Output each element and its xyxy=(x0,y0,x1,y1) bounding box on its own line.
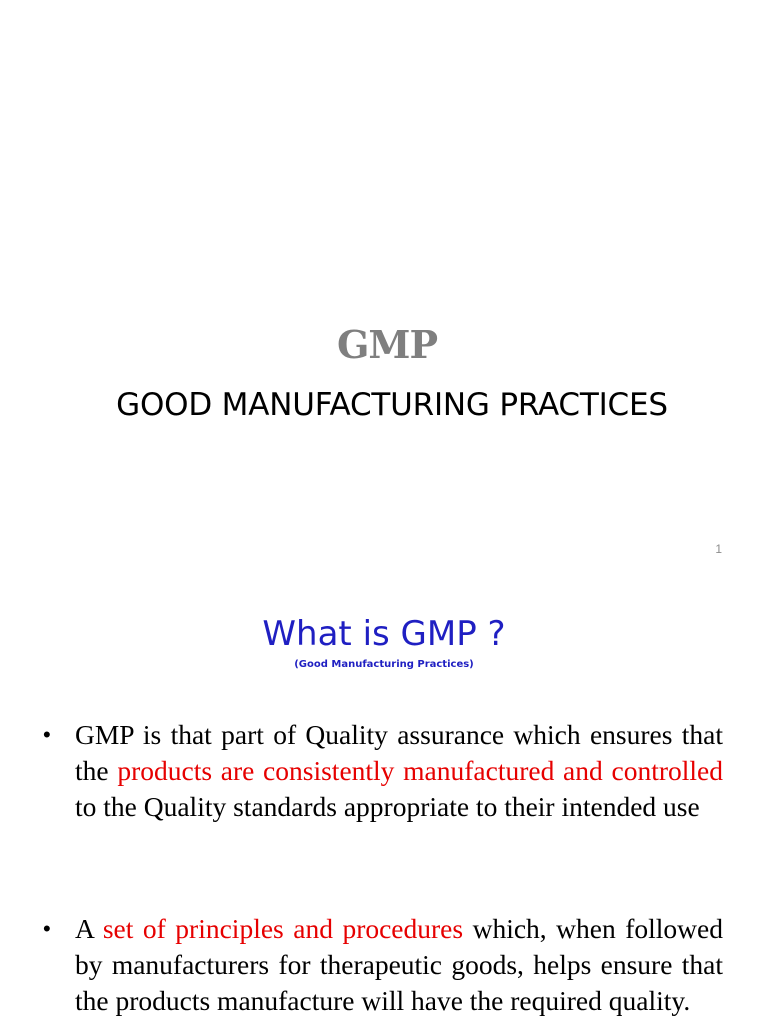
bullet-item xyxy=(43,911,723,1019)
slide-2 xyxy=(0,578,768,1024)
slide-title: GMP xyxy=(336,322,438,367)
bullet-text xyxy=(75,911,723,1019)
bullet-text-highlight: products are consistently manufactured and controlled xyxy=(117,755,723,786)
page-number: 1 xyxy=(715,542,722,556)
bullet-text-highlight: set of principles and procedures xyxy=(102,913,464,944)
bullet-marker: • xyxy=(43,916,51,941)
bullet-text-segment: to the Quality standards appropriate to their intended use xyxy=(75,791,700,822)
slide-heading-subtitle: (Good Manufacturing Practices) xyxy=(294,659,474,670)
slide-heading: What is GMP ? xyxy=(262,614,506,654)
bullet-text-segment: A xyxy=(75,913,103,944)
bullet-text-segment: which, when followed by manufacturers for therapeutic goods, helps ensure that the products manufacture will have the required quality. xyxy=(75,913,723,1016)
bullet-text xyxy=(75,717,723,825)
bullet-marker: • xyxy=(43,722,51,747)
slide-subtitle: GOOD MANUFACTURING PRACTICES xyxy=(116,387,668,423)
bullet-text-segment: GMP is that part of Quality assurance which ensures that the xyxy=(75,719,723,786)
bullet-item xyxy=(43,717,723,825)
